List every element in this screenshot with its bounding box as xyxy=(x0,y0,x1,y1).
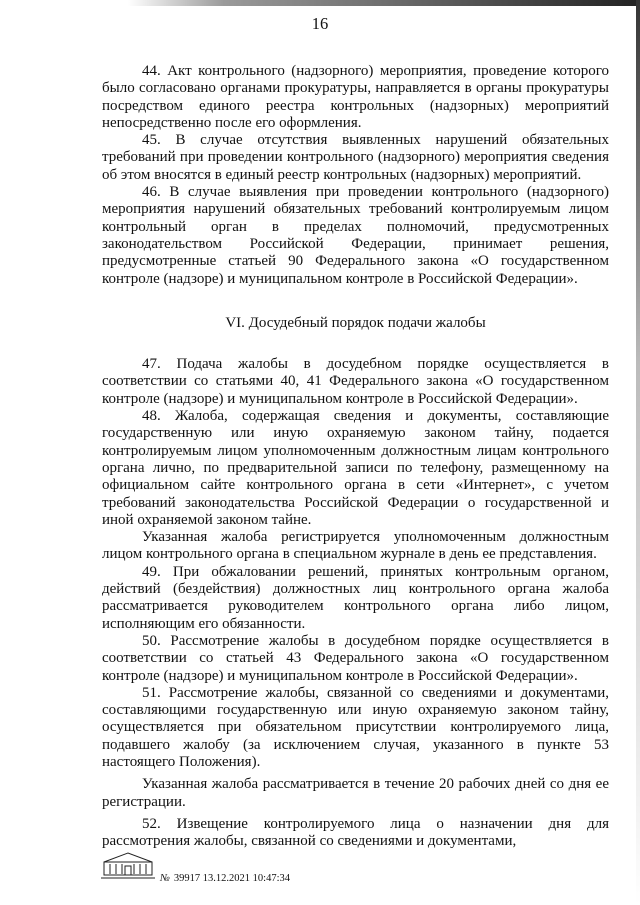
number-sign: № xyxy=(160,873,170,884)
paragraph-45: 45. В случае отсутствия выявленных нарушений обязательных требований при проведении контрольного (надзорного) мероприятия сведения об этом вносятся в единый реестр контрольных (надзорных) мероприятий. xyxy=(102,132,609,183)
paragraph-48: 48. Жалоба, содержащая сведения и документы, составляющие государственную или иную охраняемую законом тайну, подается контролируемым лицом уполномоченным должностным лицам контрольного органа лично, по предварительной записи по телефону, размещенному на официальном сайте контрольного органа в сети «Интернет», с учетом требований законодательства Российской Федерации о государственной и иной охраняемой законом тайне. xyxy=(102,408,609,528)
paragraph-46: 46. В случае выявления при проведении контрольного (надзорного) мероприятия нарушений обязательных требований контролируемым лицом контрольный орган в пределах полномочий, предусмотренных законодательством Российской Федерации, принимает решения, предусмотренные статьей 90 Федерального закона «О государственном контроле (надзоре) и муниципальном контроле в Российской Федерации». xyxy=(102,184,609,287)
registration-number: 39917 13.12.2021 10:47:34 xyxy=(173,873,290,884)
paragraph-50: 50. Рассмотрение жалобы в досудебном порядке осуществляется в соответствии со статьей 43 Федерального закона «О государственном контроле (надзоре) и муниципальном контроле в Российской Федерации». xyxy=(102,632,609,684)
scan-edge-top xyxy=(0,0,640,6)
paragraph-51: 51. Рассмотрение жалобы, связанной со сведениями и документами, составляющими государственную или иную охраняемую законом тайну, осуществляется при обязательном присутствии контролируемого лица, подавшего жалобу (за исключением случая, указанного в пункте 53 настоящего Положения). xyxy=(102,684,609,770)
registration-footer xyxy=(100,850,360,892)
document-body xyxy=(102,63,609,850)
paragraph-44: 44. Акт контрольного (надзорного) мероприятия, проведение которого было согласовано органами прокуратуры, направляется в органы прокуратуры посредством единого реестра контрольных (надзорных) мероприятий непосредственно после его оформления. xyxy=(102,63,609,131)
scan-edge-right xyxy=(636,0,640,905)
registration-stamp xyxy=(160,873,290,884)
government-building-icon xyxy=(100,850,156,882)
paragraph-49: 49. При обжаловании решений, принятых контрольным органом, действий (бездействия) должностных лиц контрольного органа жалоба рассматривается руководителем контрольного органа либо лицом, исполняющим его обязанности. xyxy=(102,563,609,632)
paragraph-52: 52. Извещение контролируемого лица о назначении дня для рассмотрения жалобы, связанной со сведениями и документами, xyxy=(102,815,609,850)
paragraph-48-note: Указанная жалоба регистрируется уполномоченным должностным лицом контрольного органа в специальном журнале в день ее представления. xyxy=(102,529,609,563)
paragraph-51-note: Указанная жалоба рассматривается в течение 20 рабочих дней со дня ее регистрации. xyxy=(102,776,609,810)
page-number: 16 xyxy=(311,14,329,33)
section-heading: VI. Досудебный порядок подачи жалобы xyxy=(225,314,486,331)
paragraph-47: 47. Подача жалобы в досудебном порядке осуществляется в соответствии со статьями 40, 41 Федерального закона «О государственном контроле (надзоре) и муниципальном контроле в Российской Федерации». xyxy=(102,356,609,407)
